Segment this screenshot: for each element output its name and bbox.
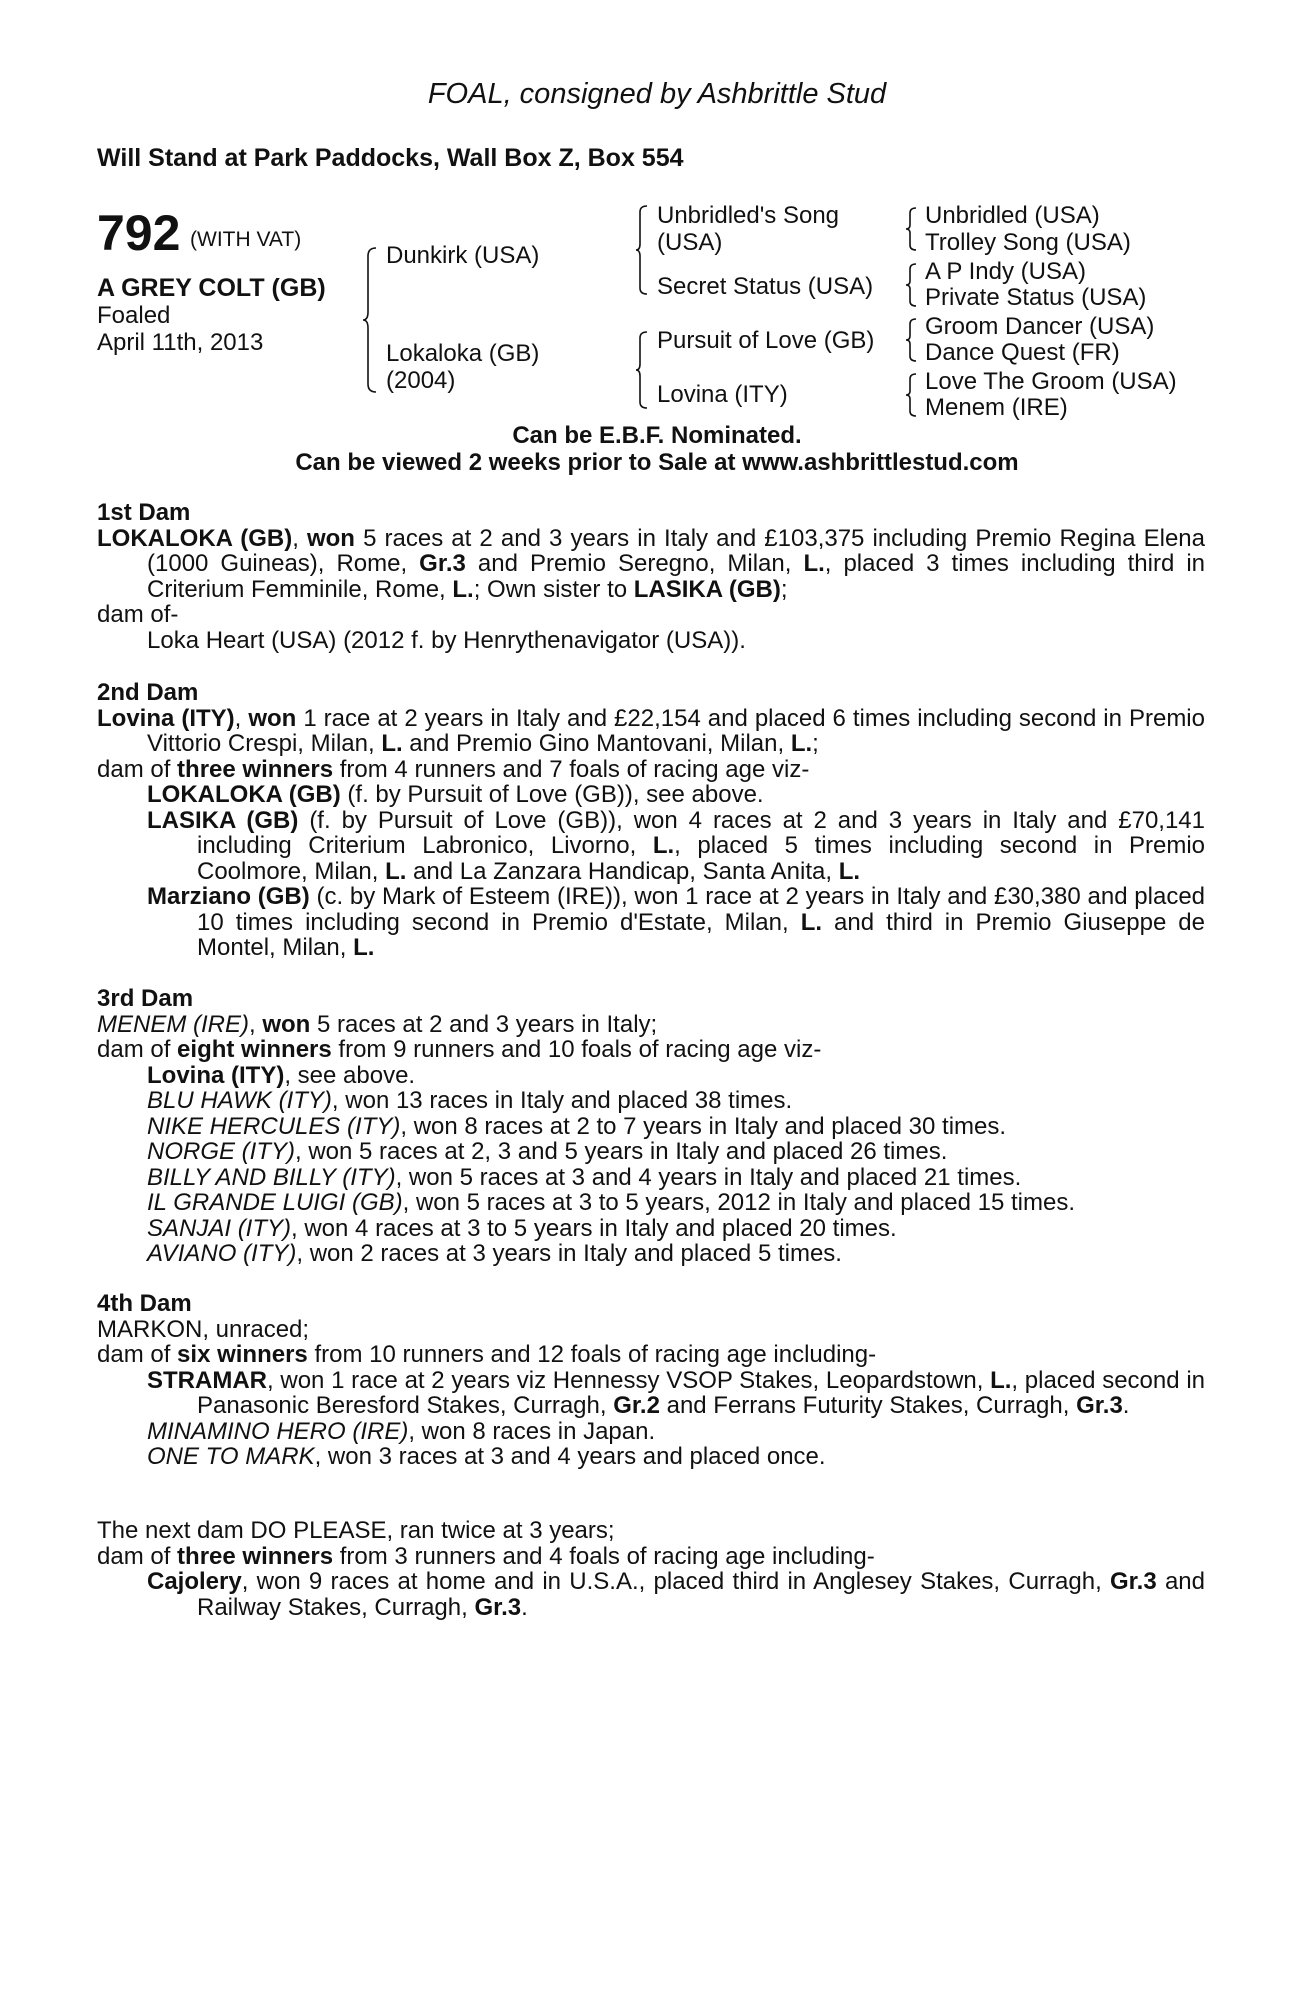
pedigree-dam-year: (2004) [386,367,456,394]
pedigree-dam: Lokaloka (GB) [386,340,540,367]
section-heading: 1st Dam [97,499,191,526]
dam-record: MENEM (IRE), won 5 races at 2 and 3 years in Italy; [97,1010,658,1038]
dam-of-line: dam of three winners from 4 runners and 7 foals of racing age viz- [97,755,810,783]
dam-record: LOKALOKA (GB), won 5 races at 2 and 3 years in Italy and £103,375 including Premio Regina Elena (1000 Guineas), Rome, Gr.3 and Premio Seregno, Milan, L., placed 3 times including third in Criterium Femminile, Rome, L.; Own sister to LASIKA (GB); [97,524,1206,603]
produce-item: NORGE (ITY), won 5 races at 2, 3 and 5 years in Italy and placed 26 times. [147,1138,948,1165]
pedigree-gen3-5: Groom Dancer (USA) [925,313,1155,340]
dam-record: The next dam DO PLEASE, ran twice at 3 years; [97,1517,615,1544]
pedigree-brace-sire [635,204,651,296]
produce-item: SANJAI (ITY), won 4 races at 3 to 5 years in Italy and placed 20 times. [147,1214,897,1242]
pedigree-gen3-7: Love The Groom (USA) [925,368,1177,395]
produce-item: Loka Heart (USA) (2012 f. by Henrythenavigator (USA)). [147,626,746,654]
dam-of-line: dam of- [97,601,179,628]
pedigree-gen3-4: Private Status (USA) [925,284,1147,311]
pedigree-dam-sire: Pursuit of Love (GB) [657,327,875,354]
foaled-label: Foaled [97,302,171,329]
produce-item: LOKALOKA (GB) (f. by Pursuit of Love (GB)), see above. [147,781,764,808]
vat-note: (WITH VAT) [190,228,302,251]
viewing-note: Can be viewed 2 weeks prior to Sale at www.ashbrittlestud.com [295,449,1019,476]
section-1st-dam [97,500,1205,653]
section-next-dam [97,1518,1205,1620]
produce-item: ONE TO MARK, won 3 races at 3 and 4 years and placed once. [147,1443,826,1470]
pedigree-sire: Dunkirk (USA) [386,242,540,269]
dam-of-line: dam of three winners from 3 runners and 4 foals of racing age including- [97,1542,875,1570]
produce-item: Cajolery, won 9 races at home and in U.S.A., placed third in Anglesey Stakes, Curragh, Gr.3 and Railway Stakes, Curragh, Gr.3. [147,1568,1206,1621]
pedigree-gen3-6: Dance Quest (FR) [925,339,1120,366]
section-heading: 4th Dam [97,1290,192,1317]
dam-record: Lovina (ITY), won 1 race at 2 years in Italy and £22,154 and placed 6 times including second in Premio Vittorio Crespi, Milan, L. and Premio Gino Mantovani, Milan, L.; [97,704,1205,757]
pedigree-sire-sire-country: (USA) [657,229,723,256]
pedigree-gen3-2: Trolley Song (USA) [925,229,1131,256]
produce-item: IL GRANDE LUIGI (GB), won 5 races at 3 to 5 years, 2012 in Italy and placed 15 times. [147,1189,1075,1216]
produce-item: NIKE HERCULES (ITY), won 8 races at 2 to 7 years in Italy and placed 30 times. [147,1112,1007,1140]
produce-item: MINAMINO HERO (IRE), won 8 races in Japan. [147,1417,656,1445]
section-heading: 2nd Dam [97,679,199,706]
dam-of-line: dam of eight winners from 9 runners and 10 foals of racing age viz- [97,1036,822,1063]
pedigree-sire-dam: Secret Status (USA) [657,273,874,300]
produce-item: AVIANO (ITY), won 2 races at 3 years in Italy and placed 5 times. [147,1240,842,1267]
section-2nd-dam [97,680,1205,961]
lot-number: 792 [97,205,181,261]
pedigree-dam-dam: Lovina (ITY) [657,381,788,408]
pedigree-brace-main [362,246,382,394]
stand-location: Will Stand at Park Paddocks, Wall Box Z, Box 554 [97,144,684,172]
produce-item: BILLY AND BILLY (ITY), won 5 races at 3 and 4 years in Italy and placed 21 times. [147,1163,1022,1191]
section-3rd-dam [97,986,1205,1267]
dam-of-line: dam of six winners from 10 runners and 12 foals of racing age including- [97,1341,877,1368]
pedigree-brace-sd [905,262,919,308]
pedigree-sire-sire: Unbridled's Song [657,202,840,229]
lot-description: A GREY COLT (GB) [97,274,326,302]
section-heading: 3rd Dam [97,985,194,1012]
pedigree-brace-ss [905,206,919,252]
produce-item: Marziano (GB) (c. by Mark of Esteem (IRE)), won 1 race at 2 years in Italy and £30,380 and placed 10 times including second in Premio d'Estate, Milan, L. and third in Premio Giuseppe de Montel, Milan, L. [147,883,1206,961]
foaled-date: April 11th, 2013 [97,329,264,356]
pedigree-gen3-8: Menem (IRE) [925,394,1068,421]
pedigree-brace-dd [905,372,919,418]
ebf-note: Can be E.B.F. Nominated. [512,422,802,449]
produce-item: STRAMAR, won 1 race at 2 years viz Hennessy VSOP Stakes, Leopardstown, L., placed second in Panasonic Beresford Stakes, Curragh, Gr.2 and Ferrans Futurity Stakes, Curragh, Gr.3. [147,1366,1205,1419]
pedigree-brace-ds [905,317,919,363]
section-4th-dam [97,1291,1205,1470]
dam-record: MARKON, unraced; [97,1315,310,1343]
produce-item: LASIKA (GB) (f. by Pursuit of Love (GB)), won 4 races at 2 and 3 years in Italy and £70,141 including Criterium Labronico, Livorno, L., placed 5 times including second in Premio Coolmore, Milan, L. and La Zanzara Handicap, Santa Anita, L. [147,806,1206,885]
produce-item: Lovina (ITY), see above. [147,1061,416,1089]
pedigree-gen3-1: Unbridled (USA) [925,202,1100,229]
pedigree-gen3-3: A P Indy (USA) [925,258,1086,285]
pedigree-brace-dam [635,330,651,410]
page-title: FOAL, consigned by Ashbrittle Stud [427,78,887,110]
produce-item: BLU HAWK (ITY), won 13 races in Italy and placed 38 times. [147,1087,793,1114]
